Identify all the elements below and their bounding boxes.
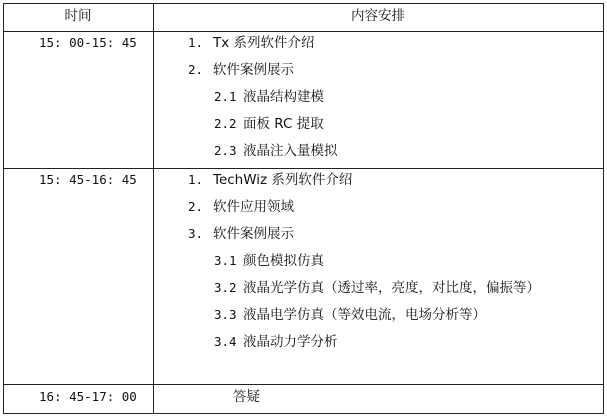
header-content: 内容安排: [351, 8, 405, 24]
item-number: 2.1: [214, 89, 237, 104]
list-item: 液晶结构建模: [243, 89, 324, 105]
row-divider-1: [3, 168, 604, 169]
list-item: 软件案例展示: [213, 62, 294, 78]
list-item: 面板 RC 提取: [243, 116, 324, 132]
header-divider: [3, 31, 604, 32]
table-border-top: [3, 3, 604, 4]
time-slot-2: 15: 45-16: 45: [39, 172, 137, 187]
list-item: 软件案例展示: [213, 226, 294, 242]
table-border-right: [603, 3, 604, 414]
item-number: 3.3: [214, 307, 237, 322]
list-item: 答疑: [233, 389, 260, 405]
time-slot-1: 15: 00-15: 45: [39, 35, 137, 50]
list-item: 液晶电学仿真（等效电流，电场分析等）: [243, 307, 486, 323]
schedule-table: [3, 3, 604, 414]
item-number: 1.: [188, 35, 204, 50]
item-number: 2.2: [214, 116, 237, 131]
item-number: 2.: [188, 62, 204, 77]
table-border-left: [3, 3, 4, 414]
item-number: 1.: [188, 172, 204, 187]
time-slot-3: 16: 45-17: 00: [39, 389, 137, 404]
list-item: Tx 系列软件介绍: [213, 35, 315, 51]
row-divider-2: [3, 384, 604, 385]
list-item: 液晶光学仿真（透过率，亮度，对比度，偏振等）: [243, 280, 540, 296]
item-number: 3.4: [214, 334, 237, 349]
list-item: 软件应用领域: [213, 199, 294, 215]
list-item: TechWiz 系列软件介绍: [213, 172, 353, 188]
column-divider: [153, 3, 154, 414]
header-time: 时间: [64, 8, 92, 24]
list-item: 颜色模拟仿真: [243, 253, 324, 269]
item-number: 3.: [188, 226, 204, 241]
item-number: 2.: [188, 199, 204, 214]
item-number: 3.1: [214, 253, 237, 268]
list-item: 液晶动力学分析: [243, 334, 338, 350]
item-number: 3.2: [214, 280, 237, 295]
table-border-bottom: [3, 413, 604, 414]
list-item: 液晶注入量模拟: [243, 143, 338, 159]
item-number: 2.3: [214, 143, 237, 158]
